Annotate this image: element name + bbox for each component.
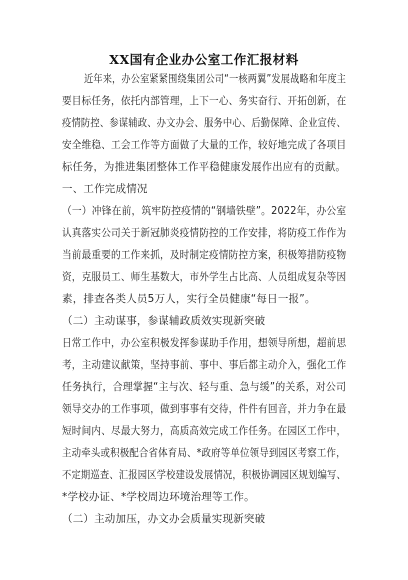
paragraph-line: 资，克服员工、师生基数大，市外学生占比高、人员组成复杂等因: [62, 271, 347, 283]
paragraph-line: 主动牵头或积极配合省体育局、*政府等单位领导到园区考察工作，: [62, 447, 346, 459]
paragraph-line: 要目标任务，依托内部管理，上下一心、务实奋行、开拓创新，在: [62, 95, 347, 107]
paragraph-line: 当前最重要的工作来抓，及时制定疫情防控方案，积极筹措防疫物: [62, 249, 347, 261]
subsection-heading: （一）冲锋在前，筑牢防控疫情的“钢墙铁壁”。2022年，办公室: [62, 205, 347, 217]
paragraph-line: 近年来，办公室紧紧围绕集团公司“一核两翼”发展战略和年度主: [84, 73, 347, 85]
paragraph-line: 认真落实公司关于新冠肺炎疫情防控的工作安排，将防疫工作作为: [62, 227, 347, 239]
paragraph-line: 短时间内、尽最大努力，高质高效完成工作任务。在园区工作中，: [62, 425, 347, 437]
paragraph-line: 不定期巡查、汇报园区学校建设发展情况，积极协调园区规划编写、: [62, 469, 346, 481]
section-heading: 一、工作完成情况: [62, 183, 148, 195]
paragraph-line: 任务执行，合理掌握“主与次、轻与重、急与缓”的关系，对公司: [62, 381, 347, 393]
paragraph-line: 领导交办的工作事项，做到事事有交待，件件有回音，并力争在最: [62, 403, 347, 415]
paragraph-line: 日常工作中，办公室积极发挥参谋助手作用，想领导所想，超前思: [62, 337, 347, 349]
paragraph-line: 疫情防控、参谋辅政、办文办会、服务中心、后勤保障、企业宣传、: [62, 117, 346, 129]
subsection-heading: （二）主动谋事，参谋辅政质效实现新突破: [62, 315, 266, 327]
paragraph-line: *学校办证、*学校周边环境治理等工作。: [62, 491, 255, 503]
paragraph-line: 考，主动建议献策，坚持事前、事中、事后都主动介入，强化工作: [62, 359, 347, 371]
paragraph-line: 安全维稳、工会工作等方面做了大量的工作，较好地完成了各项目: [62, 139, 347, 151]
document-title: XX国有企业办公室工作汇报材料: [109, 52, 299, 67]
paragraph-line: 素，排查各类人员5万人，实行全员健康“每日一报”。: [62, 293, 316, 305]
subsection-heading: （二）主动加压，办文办会质量实现新突破: [62, 513, 266, 525]
paragraph-line: 标任务，为推进集团整体工作平稳健康发展作出应有的贡献。: [62, 161, 346, 173]
